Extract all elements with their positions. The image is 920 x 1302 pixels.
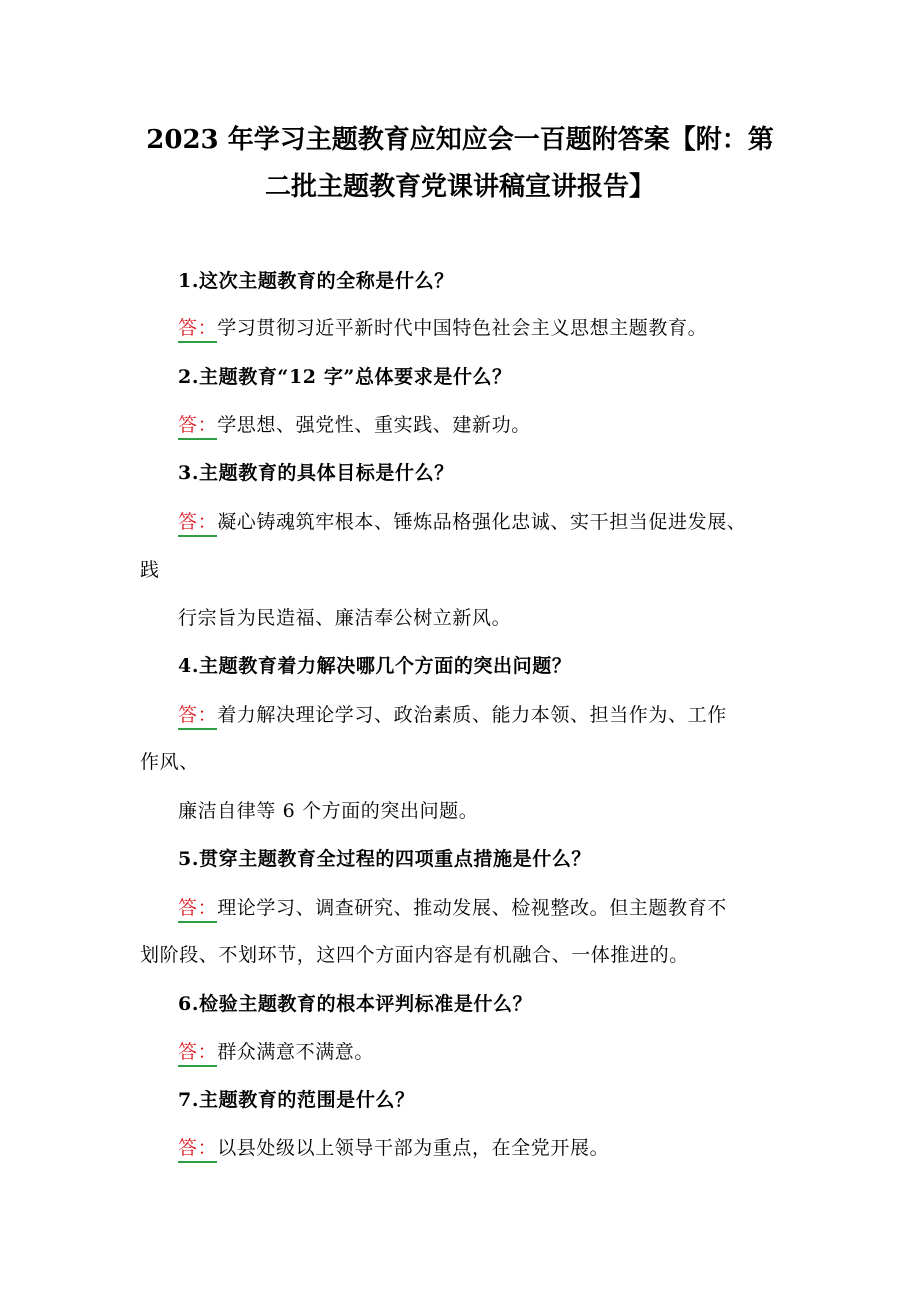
answer-label: 答： [178,1039,217,1067]
answer-6-text: 群众满意不满意。 [217,1041,375,1063]
answer-label: 答： [178,315,217,343]
answer-label: 答： [178,1135,217,1163]
answer-1-text: 学习贯彻习近平新时代中国特色社会主义思想主题教育。 [217,317,708,339]
answer-6 [178,1037,374,1067]
answer-4-continuation: 作风、 [140,751,199,773]
question-6: 6.检验主题教育的根本评判标准是什么？ [178,993,533,1015]
answer-5-continuation: 划阶段、不划环节，这四个方面内容是有机融合、一体推进的。 [140,944,689,966]
answer-label: 答： [178,702,217,730]
answer-label: 答： [178,895,217,923]
answer-5-text: 理论学习、调查研究、推动发展、检视整改。但主题教育不 [217,897,727,919]
answer-2-text: 学思想、强党性、重实践、建新功。 [217,414,531,436]
question-7: 7.主题教育的范围是什么？ [178,1089,415,1111]
answer-4-text: 着力解决理论学习、政治素质、能力本领、担当作为、工作 [217,704,727,726]
document-title-line-1: 2023 年学习主题教育应知应会一百题附答案【附：第 [146,125,774,155]
answer-4 [178,700,727,730]
document-title-line-2: 二批主题教育党课讲稿宣讲报告】 [264,172,655,202]
question-3: 3.主题教育的具体目标是什么？ [178,462,454,484]
answer-3-text: 凝心铸魂筑牢根本、锤炼品格强化忠诚、实干担当促进发展、 [217,511,747,533]
question-4: 4.主题教育着力解决哪几个方面的突出问题？ [178,655,572,677]
question-2: 2.主题教育“12 字”总体要求是什么？ [178,366,512,388]
answer-label: 答： [178,412,217,440]
answer-4-continuation-2: 廉洁自律等 6 个方面的突出问题。 [178,800,479,822]
answer-7-text: 以县处级以上领导干部为重点，在全党开展。 [217,1137,610,1159]
answer-label: 答： [178,509,217,537]
question-1: 1.这次主题教育的全称是什么？ [178,270,454,292]
answer-5 [178,893,727,923]
answer-1 [178,313,707,343]
answer-7 [178,1133,609,1163]
answer-2 [178,410,531,440]
answer-3-continuation: 践 [140,559,160,581]
answer-3 [178,507,746,537]
question-5: 5.贯穿主题教育全过程的四项重点措施是什么？ [178,848,592,870]
answer-3-continuation-2: 行宗旨为民造福、廉洁奉公树立新风。 [178,607,512,629]
